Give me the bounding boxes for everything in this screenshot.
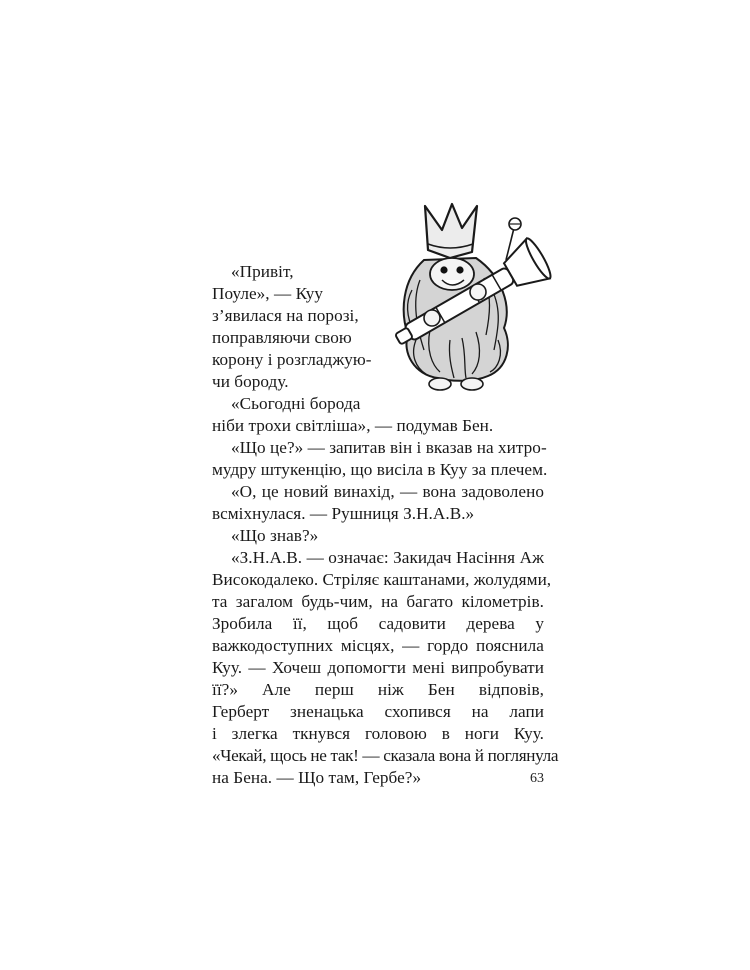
text-line-2: Поуле», — Куу — [212, 284, 324, 303]
page-number: 63 — [530, 771, 544, 786]
crowned-creature-illustration — [380, 200, 565, 400]
text-line-24: на Бена. — Що там, Гербе?» — [212, 768, 422, 787]
text-line-13: «Що знав?» — [231, 526, 319, 545]
text-line-20: її?» Але перш ніж Бен відповів, — [212, 680, 544, 699]
text-line-8: ніби трохи світліша», — подумав Бен. — [212, 416, 494, 435]
text-line-3: з’явилася на порозі, — [212, 306, 359, 325]
text-line-14: «З.Н.А.В. — означає: Закидач Насіння Аж — [231, 548, 544, 567]
text-line-5: корону і розгладжую- — [212, 350, 372, 369]
text-line-10: мудру штукенцію, що висіла в Куу за плечем. — [212, 460, 548, 479]
text-line-9: «Що це?» — запитав він і вказав на хитро- — [231, 438, 547, 457]
text-line-6: чи бороду. — [212, 372, 289, 391]
text-line-18: важкодоступних місцях, — гордо пояснила — [212, 636, 544, 655]
text-line-15: Високодалеко. Стріляє каштанами, жолудями, — [212, 570, 552, 589]
text-line-16: та загалом будь-чим, на багато кілометрів. — [212, 592, 544, 611]
text-line-7: «Сьогодні борода — [231, 394, 361, 413]
text-line-23: «Чекай, щось не так! — сказала вона й поглянула — [212, 746, 559, 765]
text-line-11: «О, це новий винахід, — вона задоволено — [231, 482, 544, 501]
text-line-17: Зробила її, щоб садовити дерева у — [212, 614, 544, 633]
text-line-19: Куу. — Хочеш допомогти мені випробувати — [212, 658, 544, 677]
text-line-22: і злегка ткнувся головою в ноги Куу. — [212, 724, 544, 743]
text-line-1: «Привіт, — [231, 262, 294, 281]
text-line-12: всміхнулася. — Рушниця З.Н.А.В.» — [212, 504, 475, 523]
text-line-21: Герберт зненацька схопився на лапи — [212, 702, 544, 721]
text-line-4: поправляючи свою — [212, 328, 352, 347]
